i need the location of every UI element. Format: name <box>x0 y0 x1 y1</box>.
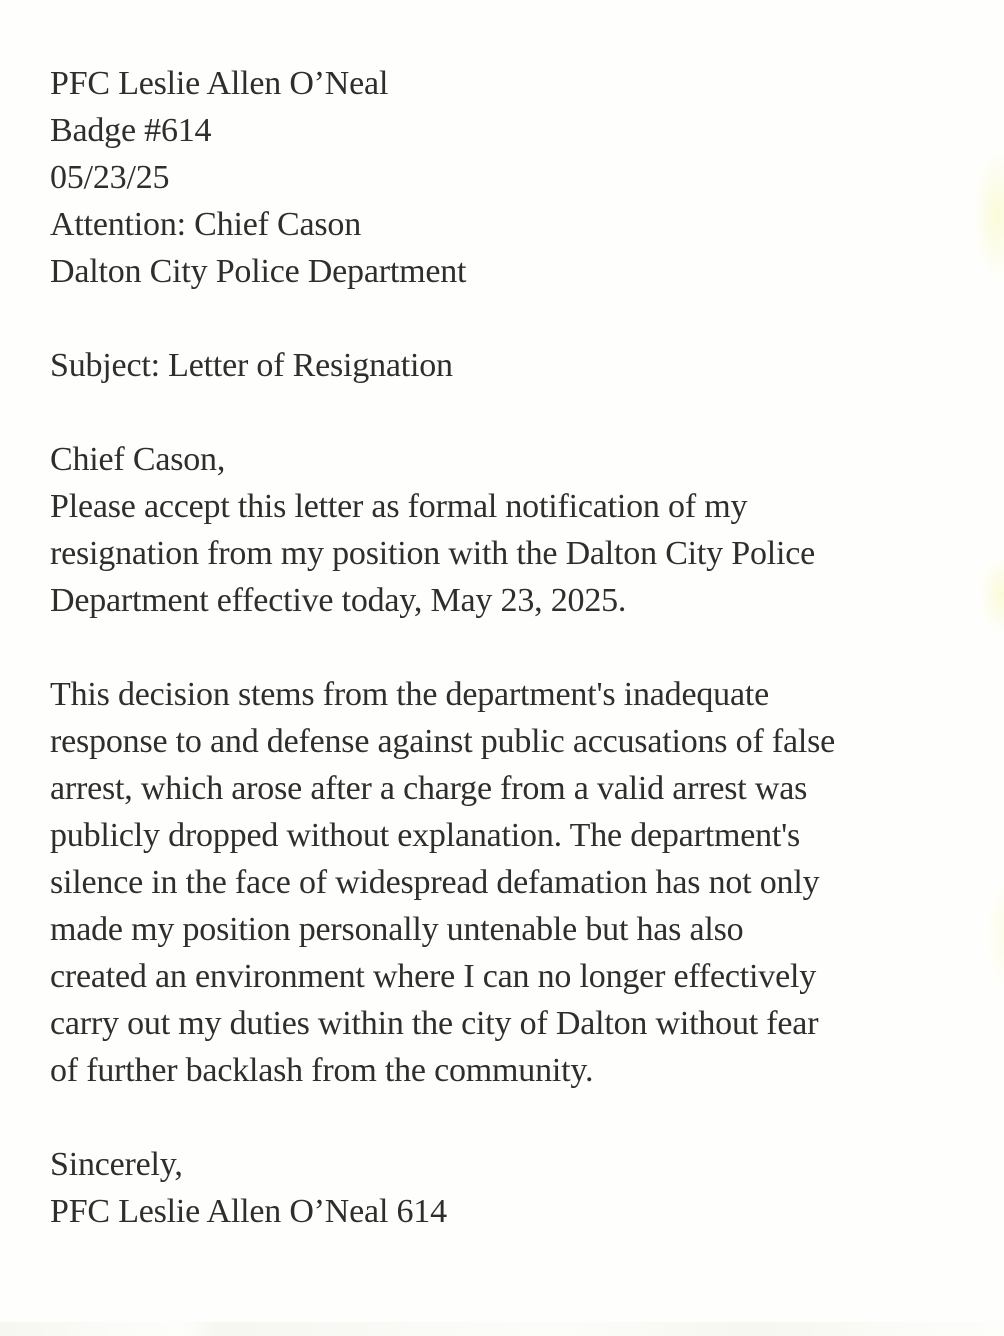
text-line: PFC Leslie Allen O’Neal 614 <box>50 1193 447 1230</box>
subject-line-block <box>50 342 984 389</box>
text-line: silence in the face of widespread defamation has not only <box>50 864 820 901</box>
text-line: Sincerely, <box>50 1146 183 1183</box>
text-line: arrest, which arose after a charge from a valid arrest was <box>50 770 808 807</box>
letter-opening-paragraph <box>50 436 984 624</box>
text-line: PFC Leslie Allen O’Neal <box>50 65 389 102</box>
text-line: resignation from my position with the Dalton City Police <box>50 535 816 572</box>
text-line: made my position personally untenable but has also <box>50 911 744 948</box>
text-line: carry out my duties within the city of Dalton without fear <box>50 1005 819 1042</box>
text-line: Please accept this letter as formal notification of my <box>50 488 748 525</box>
letter-closing <box>50 1141 984 1235</box>
text-line: created an environment where I can no longer effectively <box>50 958 817 995</box>
letter-body-paragraph <box>50 671 984 1094</box>
subject-line: Subject: Letter of Resignation <box>50 347 453 384</box>
text-line: Attention: Chief Cason <box>50 206 362 243</box>
letter-header <box>50 60 984 295</box>
text-line: 05/23/25 <box>50 159 170 196</box>
text-line: response to and defense against public accusations of false <box>50 723 836 760</box>
text-line: Chief Cason, <box>50 441 226 478</box>
text-line: Dalton City Police Department <box>50 253 467 290</box>
text-line: Department effective today, May 23, 2025. <box>50 582 627 619</box>
text-line: This decision stems from the department's inadequate <box>50 676 769 713</box>
text-line: Badge #614 <box>50 112 212 149</box>
text-line: publicly dropped without explanation. The department's <box>50 817 801 854</box>
text-line: of further backlash from the community. <box>50 1052 594 1089</box>
